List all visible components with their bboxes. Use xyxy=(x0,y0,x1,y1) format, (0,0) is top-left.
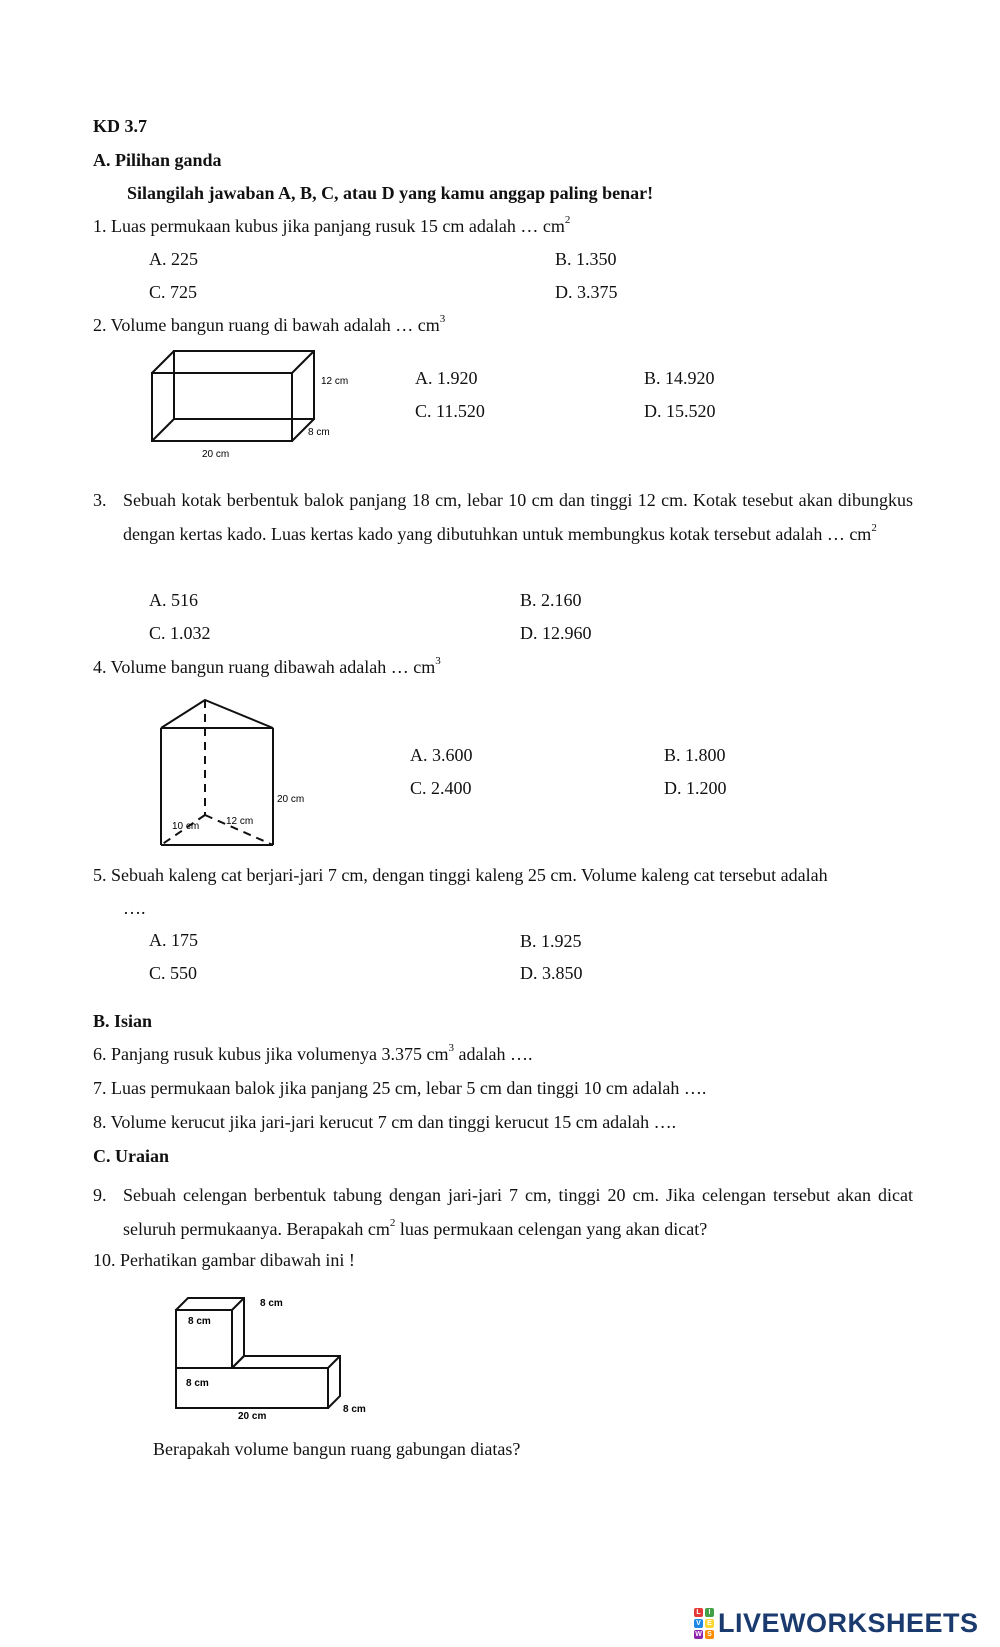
q5-option-c[interactable]: C. 550 xyxy=(149,963,198,983)
logo-tile: V xyxy=(694,1619,703,1628)
q10-label-cube-front: 8 cm xyxy=(188,1316,211,1327)
q10-label-cube-top: 8 cm xyxy=(260,1298,283,1309)
question-5-continuation: …. xyxy=(123,898,146,918)
q10-composite-figure xyxy=(170,1290,380,1420)
q5-option-d[interactable]: D. 3.850 xyxy=(520,963,583,983)
question-5-text: 5. Sebuah kaleng cat berjari-jari 7 cm, dengan tinggi kaleng 25 cm. Volume kaleng cat tersebut adalah xyxy=(93,865,828,885)
logo-tile: I xyxy=(705,1608,714,1617)
q1-option-a[interactable]: A. 225 xyxy=(149,249,198,269)
q2-label-length: 20 cm xyxy=(202,449,230,460)
question-6-text: 6. Panjang rusuk kubus jika volumenya 3.375 cm xyxy=(93,1044,449,1064)
q4-label-height: 20 cm xyxy=(277,794,305,805)
question-3-text: Sebuah kotak berbentuk balok panjang 18 cm, lebar 10 cm dan tinggi 12 cm. Kotak tesebut akan dibungkus dengan kertas kado. Luas kertas kado yang dibutuhkan untuk membungkus kotak tersebut adalah … cm xyxy=(123,490,913,544)
q4-option-a[interactable]: A. 3.600 xyxy=(410,745,473,765)
q10-label-box-width: 8 cm xyxy=(343,1404,366,1415)
q4-option-c[interactable]: C. 2.400 xyxy=(410,778,472,798)
question-3-sup: 2 xyxy=(871,522,877,534)
question-1-text: 1. Luas permukaan kubus jika panjang rusuk 15 cm adalah … cm xyxy=(93,216,565,236)
liveworksheets-logo xyxy=(694,1606,979,1640)
question-4-sup: 3 xyxy=(435,655,441,667)
section-c-title: C. Uraian xyxy=(93,1146,169,1166)
q4-prism-figure xyxy=(155,690,325,850)
q4-label-base1: 10 cm xyxy=(172,821,200,832)
question-6-tail: adalah …. xyxy=(453,1044,533,1064)
q3-option-a[interactable]: A. 516 xyxy=(149,590,198,610)
q2-label-width: 8 cm xyxy=(308,427,330,438)
q3-option-d[interactable]: D. 12.960 xyxy=(520,623,592,643)
kd-heading: KD 3.7 xyxy=(93,116,147,136)
question-10-text: 10. Perhatikan gambar dibawah ini ! xyxy=(93,1250,355,1270)
q10-label-box-height: 8 cm xyxy=(186,1378,209,1389)
question-2-sup: 3 xyxy=(439,313,446,325)
question-9 xyxy=(123,1178,913,1246)
question-9-sup: 2 xyxy=(389,1217,396,1229)
q2-option-a[interactable]: A. 1.920 xyxy=(415,368,478,388)
logo-tile: W xyxy=(695,1630,702,1638)
section-b-title: B. Isian xyxy=(93,1011,153,1031)
q1-option-d[interactable]: D. 3.375 xyxy=(555,282,618,302)
question-7-text: 7. Luas permukaan balok jika panjang 25 cm, lebar 5 cm dan tinggi 10 cm adalah …. xyxy=(93,1078,707,1098)
question-4-text: 4. Volume bangun ruang dibawah adalah … cm xyxy=(93,657,436,677)
q4-label-base2: 12 cm xyxy=(226,816,254,827)
question-8-text: 8. Volume kerucut jika jari-jari kerucut 7 cm dan tinggi kerucut 15 cm adalah …. xyxy=(93,1112,677,1132)
question-3 xyxy=(123,483,913,551)
q10-label-box-length: 20 cm xyxy=(238,1411,267,1420)
logo-tile: L xyxy=(694,1608,703,1617)
logo-text: LIVEWORKSHEETS xyxy=(718,1607,979,1638)
question-6-sup: 3 xyxy=(448,1042,454,1054)
question-1 xyxy=(93,214,570,238)
q5-option-b[interactable]: B. 1.925 xyxy=(520,931,582,951)
q5-option-a[interactable]: A. 175 xyxy=(149,930,198,950)
question-2-text: 2. Volume bangun ruang di bawah adalah … cm xyxy=(93,315,440,335)
q2-label-height: 12 cm xyxy=(321,376,349,387)
q4-option-b[interactable]: B. 1.800 xyxy=(664,745,726,765)
q3-option-c[interactable]: C. 1.032 xyxy=(149,623,211,643)
section-a-title: A. Pilihan ganda xyxy=(93,150,222,170)
q2-option-d[interactable]: D. 15.520 xyxy=(644,401,716,421)
q2-cuboid-figure xyxy=(140,345,360,460)
q1-option-b[interactable]: B. 1.350 xyxy=(555,249,617,269)
question-3-number: 3. xyxy=(93,490,107,510)
q2-option-b[interactable]: B. 14.920 xyxy=(644,368,715,388)
question-6 xyxy=(93,1042,532,1066)
question-9-number: 9. xyxy=(93,1185,107,1205)
question-2 xyxy=(93,313,445,337)
section-a-instruction: Silangilah jawaban A, B, C, atau D yang kamu anggap paling benar! xyxy=(127,183,654,203)
question-1-sup: 2 xyxy=(564,214,571,226)
logo-mark-icon xyxy=(694,1608,714,1639)
question-9-tail: luas permukaan celengan yang akan dicat? xyxy=(395,1219,708,1239)
logo-tile: S xyxy=(705,1630,714,1639)
question-9-text: Sebuah celengan berbentuk tabung dengan jari-jari 7 cm, tinggi 20 cm. Jika celengan tersebut akan dicat seluruh permukaanya. Berapakah cm xyxy=(123,1185,913,1239)
question-10-question: Berapakah volume bangun ruang gabungan diatas? xyxy=(153,1439,521,1459)
question-4 xyxy=(93,655,441,679)
logo-tile: E xyxy=(705,1619,714,1628)
q3-option-b[interactable]: B. 2.160 xyxy=(520,590,582,610)
q4-option-d[interactable]: D. 1.200 xyxy=(664,778,727,798)
q1-option-c[interactable]: C. 725 xyxy=(149,282,198,302)
q2-option-c[interactable]: C. 11.520 xyxy=(415,401,485,421)
